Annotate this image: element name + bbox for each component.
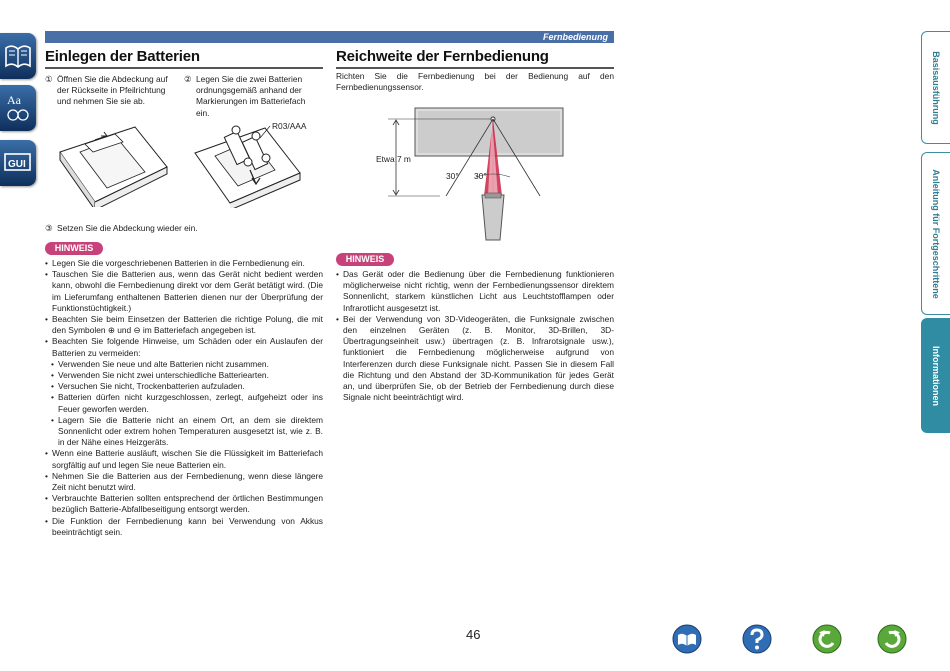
step-1-number: ① — [45, 74, 53, 84]
angle-right-label: 30° — [474, 171, 487, 181]
book-icon — [3, 38, 33, 74]
angle-left-label: 30° — [446, 171, 459, 181]
battery-type-label: R03/AAA — [272, 121, 307, 131]
tab-label: Anleitung für Fortgeschrittene — [931, 168, 941, 299]
list-item: • Beachten Sie beim Einsetzen der Batterien die richtige Polung, die mit den Symbolen ⊕ und ⊖ im Batteriefach angegeben ist. — [45, 314, 323, 336]
step-2 — [184, 74, 320, 119]
tab-anleitung-fortgeschrittene[interactable] — [921, 152, 950, 315]
back-button[interactable] — [812, 624, 842, 654]
forward-icon — [877, 624, 907, 654]
page-number: 46 — [466, 627, 481, 642]
step-2-number: ② — [184, 74, 192, 84]
contents-button[interactable] — [672, 624, 702, 654]
left-heading-rule — [45, 67, 323, 69]
step-1-text: Öffnen Sie die Abdeckung auf der Rückseite in Pfeilrichtung und nehmen Sie sie ab. — [57, 74, 168, 107]
left-sub-notes-list — [45, 359, 323, 449]
right-heading: Reichweite der Fernbedienung — [336, 48, 549, 65]
list-item: • Die Funktion der Fernbedienung kann bei Verwendung von Akkus beeinträchtigt sein. — [45, 516, 323, 538]
list-item: • Verwenden Sie nicht zwei unterschiedliche Batteriearten. — [51, 370, 323, 381]
right-heading-rule — [336, 67, 614, 69]
step-3-number: ③ — [45, 223, 53, 233]
list-item: • Verwenden Sie neue und alte Batterien nicht zusammen. — [51, 359, 323, 370]
section-header-bar — [45, 31, 614, 43]
left-notes-list — [45, 258, 323, 359]
font-icon — [3, 90, 33, 128]
book-icon — [672, 624, 702, 654]
tab-label: Informationen — [930, 345, 941, 406]
list-item: • Lagern Sie die Batterie nicht an einem Ort, an dem sie direktem Sonnenlicht oder extrem hohen Temperaturen ausgesetzt ist, wie z. B. in der Nähe eines Heizgeräts. — [51, 415, 323, 449]
list-item: • Verbrauchte Batterien sollten entsprechend der örtlichen Bestimmungen bezüglich Batterie-Abfallbeseitigung entsorgt werden. — [45, 493, 323, 515]
left-notes-list-2 — [45, 448, 323, 538]
right-hinweis-badge: HINWEIS — [336, 253, 394, 266]
right-notes-list — [336, 269, 614, 403]
right-intro: Richten Sie die Fernbedienung bei der Bedienung auf den Fernbedienungssensor. — [336, 71, 614, 93]
list-item: • Tauschen Sie die Batterien aus, wenn das Gerät nicht bedient werden kann, obwohl die Fernbedienung direkt vor dem Gerät betätigt wird. (Die im Lieferumfang enthaltenen Batterien dienen nur der Überprüfung der Funktionstüchtigkeit.) — [45, 269, 323, 314]
step-2-text: Legen Sie die zwei Batterien ordnungsgemäß anhand der Markierungen im Batteriefach ein. — [196, 74, 306, 118]
section-title: Fernbedienung — [543, 32, 608, 42]
font-icon-button[interactable] — [0, 85, 36, 131]
distance-label: Etwa 7 m — [376, 154, 411, 164]
right-notes — [336, 269, 614, 403]
step-3-text: Setzen Sie die Abdeckung wieder ein. — [57, 223, 198, 233]
book-icon-button[interactable] — [0, 33, 36, 79]
gui-glyph: GUI — [8, 159, 26, 170]
gui-icon — [3, 145, 33, 181]
left-hinweis-badge: HINWEIS — [45, 242, 103, 255]
list-item: • Batterien dürfen nicht kurzgeschlossen, zerlegt, aufgeheizt oder ins Feuer geworfen werden. — [51, 392, 323, 414]
left-notes — [45, 258, 323, 538]
help-icon — [742, 624, 772, 654]
list-item: • Wenn eine Batterie ausläuft, wischen Sie die Flüssigkeit im Batteriefach sorgfältig auf und legen Sie neue Batterien ein. — [45, 448, 323, 470]
aa-glyph: Aa — [7, 93, 21, 107]
list-item: • Nehmen Sie die Batterien aus der Fernbedienung, wenn diese längere Zeit nicht benutzt wird. — [45, 471, 323, 493]
list-item: • Beachten Sie folgende Hinweise, um Schäden oder ein Auslaufen der Batterien zu vermeiden: — [45, 336, 323, 358]
step-3 — [45, 223, 323, 234]
left-heading: Einlegen der Batterien — [45, 48, 200, 65]
tab-informationen[interactable] — [921, 318, 950, 433]
forward-button[interactable] — [877, 624, 907, 654]
back-icon — [812, 624, 842, 654]
step-1 — [45, 74, 181, 108]
gui-icon-button[interactable] — [0, 140, 36, 186]
help-button[interactable] — [742, 624, 772, 654]
list-item: • Versuchen Sie nicht, Trockenbatterien aufzuladen. — [51, 381, 323, 392]
remote-open-cover-illustration — [55, 122, 170, 207]
tab-basisausfuehrung[interactable] — [921, 31, 950, 144]
list-item: • Das Gerät oder die Bedienung über die Fernbedienung funktionieren möglicherweise nicht richtig, wenn der Fernbedienungssensor direktem Sonnenlicht, starkem künstlichen Licht aus Leuchtstofflampen oder Infrarotlicht ausgesetzt ist. — [336, 269, 614, 314]
tab-label: Basisausführung — [931, 50, 941, 125]
list-item: • Bei der Verwendung von 3D-Videogeräten, die Funksignale zwischen den einzelnen Geräten (z. B. Monitor, 3D-Brillen, 3D-Übertragungseinheit usw.) übertragen (z. B. Infrarotsignale usw.), funktioniert die Fernbedienung möglicherweise aufgrund von Interferenzen durch diese Funksignale nicht. Passen Sie in diesem Fall die Richtung und den Abstand der 3D-Kommunikation für jedes Gerät an, und überprüfen Sie, ob der Betrieb der Fernbedienung durch diese Signale nicht beeinträchtigt wird. — [336, 314, 614, 404]
list-item: • Legen Sie die vorgeschriebenen Batterien in die Fernbedienung ein. — [45, 258, 323, 269]
